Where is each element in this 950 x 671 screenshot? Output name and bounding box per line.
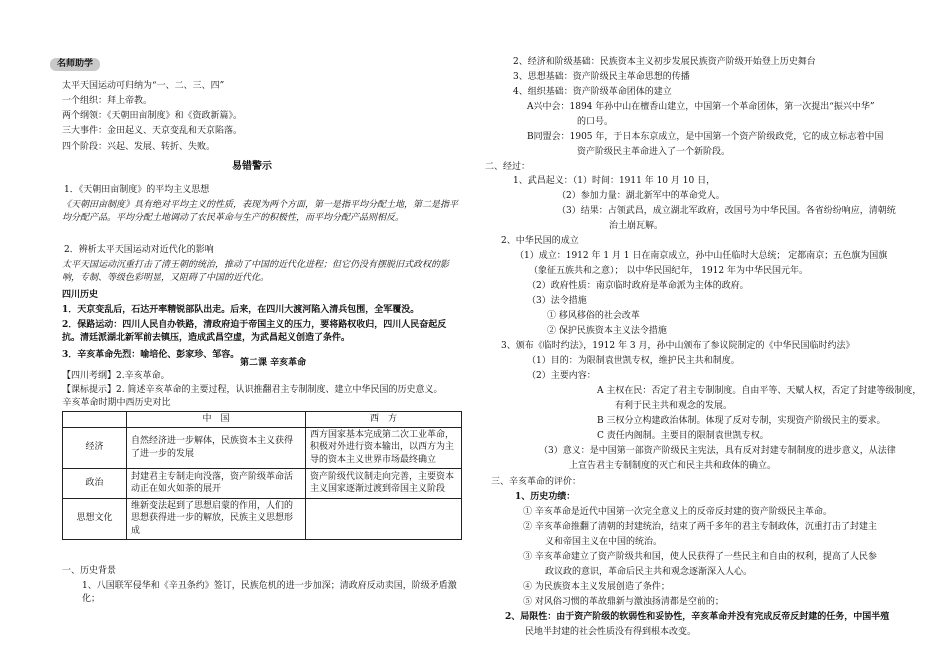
table-row bbox=[63, 498, 462, 539]
table-cell: 维新变法起到了思想启蒙的作用，人们的思想获得进一步的解放，民族主义思想形成 bbox=[127, 498, 306, 539]
four-stages: 四个阶段：兴起、发展、转折、失败。 bbox=[62, 142, 216, 152]
table-cell: 西方国家基本完成第二次工业革命，积极对外进行资本输出，以西方为主导的资本主义世界市场最终确立 bbox=[306, 427, 462, 468]
law-2: （2）主要内容： bbox=[527, 371, 596, 381]
wuchang-3-cont: 治土崩瓦解。 bbox=[609, 221, 664, 231]
achievement-3: ③ 辛亥革命建立了资产阶级共和国，使人民获得了一些民主和自由的权利，提高了人民参 bbox=[523, 552, 877, 562]
roc-3a: ① 移风移俗的社会改革 bbox=[547, 311, 640, 321]
sichuan-1: 1．天京变乱后，石达开率精锐部队出走。后来，在四川大渡河陷入清兵包围，全军覆没。 bbox=[62, 305, 420, 315]
roc-title: 2、中华民国的成立 bbox=[501, 236, 579, 246]
background-1: 1、八国联军侵华和《辛丑条约》签订，民族危机的进一步加深；清政府反动卖国，阶级矛盾激化； bbox=[82, 581, 457, 604]
law-a: A 主权在民：否定了君主专制制度。自由平等、天赋人权，否定了封建等级制度， bbox=[597, 386, 922, 396]
background-title: 一、历史背景 bbox=[62, 566, 117, 576]
error-2-text: 太平天国运动沉重打击了清王朝的统治，推动了中国的近代化进程；但它仍没有摆脱旧式政权的影响，专制、等级色彩明显，又阻碍了中国的近代化。 bbox=[62, 260, 450, 283]
achievement-3-cont: 政议政的意识，革命后民主共和观念逐渐深入人心。 bbox=[545, 567, 753, 577]
table-cell: 资产阶级代议制走向完善，主要资本主义国家逐渐过渡到帝国主义阶段 bbox=[306, 468, 462, 498]
law-a-cont: 有利于民主共和观念的发展。 bbox=[615, 401, 733, 411]
limitations-text: 2、局限性：由于资产阶级的软弱性和妥协性，辛亥革命并没有完成反帝反封建的任务，中国半殖 bbox=[505, 612, 890, 622]
roc-1-cont: （象征五族共和之意）； 以中华民国纪年， 1912 年为中华民国元年。 bbox=[529, 266, 808, 276]
limitations bbox=[505, 611, 889, 624]
tongmenghui: B同盟会：1905 年，于日本东京成立，是中国第一个资产阶级政党，它的成立标志着中国 bbox=[527, 132, 884, 142]
sichuan-2: 2．保路运动：四川人民自办铁路，清政府迫于帝国主义的压力，要将路权收归，四川人民奋起反抗。清廷派湖北新军前去镇压，造成武昌空虚，为武昌起义创造了条件。 bbox=[62, 320, 447, 343]
wuchang-3: （3）结果：占领武昌，成立湖北军政府，改国号为中华民国。各省纷纷响应，清朝统 bbox=[557, 206, 896, 216]
law-1: （1）目的：为限制袁世凯专权，维护民主共和制度。 bbox=[527, 356, 740, 366]
wuchang-1: 1、武昌起义：（1）时间：1911 年 10 月 10 日， bbox=[513, 176, 716, 186]
basis-ideological: 3、思想基础：资产阶级民主革命思想的传播 bbox=[513, 72, 690, 82]
standard-text: 2. 简述辛亥革命的主要过程，认识推翻君主专制制度、建立中华民国的历史意义。 bbox=[116, 385, 443, 395]
xingzhonghui: A兴中会：1894 年孙中山在檀香山建立，中国第一个革命团体，第一次提出“振兴中华” bbox=[527, 102, 875, 112]
table-row-header: 思想文化 bbox=[63, 498, 127, 539]
comparison-title: 辛亥革命时期中西历史对比 bbox=[62, 398, 171, 408]
table-cell: 自然经济进一步解体，民族资本主义获得了进一步的发展 bbox=[127, 427, 306, 468]
table-row-header: 经济 bbox=[63, 427, 127, 468]
table-row bbox=[63, 427, 462, 468]
table-header-cell: 中 国 bbox=[127, 412, 306, 428]
outline-line bbox=[62, 370, 170, 383]
one-org: 一个组织：拜上帝教。 bbox=[62, 96, 153, 106]
roc-2: （2）政府性质：南京临时政府是革命派为主体的政府。 bbox=[527, 281, 749, 291]
process-title: 二、经过： bbox=[485, 162, 531, 172]
outline-text: 2.辛亥革命。 bbox=[116, 371, 170, 381]
outline-tag: 【四川考纲】 bbox=[62, 371, 117, 381]
basis-organizational: 4、组织基础：资产阶级革命团体的建立 bbox=[513, 87, 672, 97]
achievement-5: ⑤ 对风俗习惯的革故鼎新与激浊扬清都是空前的； bbox=[523, 597, 724, 607]
sichuan-title: 四川历史 bbox=[62, 290, 99, 300]
table-header-row bbox=[63, 412, 462, 428]
basis-economic: 2、经济和阶级基础：民族资本主义初步发展民族资产阶级开始登上历史舞台 bbox=[513, 57, 816, 67]
taiping-intro: 太平天国运动可归纳为“一、二、三、四” bbox=[62, 81, 225, 91]
table-cell bbox=[306, 498, 462, 539]
standard-line bbox=[62, 384, 442, 397]
roc-1: （1）成立：1912 年 1 月 1 日在南京成立，孙中山任临时大总统； 定都南京；五色旗为国旗 bbox=[515, 251, 888, 261]
error-2-title: 2．辨析太平天国运动对近代化的影响 bbox=[64, 245, 214, 255]
xingzhonghui-cont: 的口号。 bbox=[577, 117, 614, 127]
achievement-1: ① 辛亥革命是近代中国第一次完全意义上的反帝反封建的资产阶级民主革命。 bbox=[523, 507, 832, 517]
law-b: B 三权分立构建政治体制。体现了反对专制，实现资产阶级民主的要求。 bbox=[597, 416, 886, 426]
table-cell: 封建君主专制走向没落，资产阶级革命活动正在如火如荼的展开 bbox=[127, 468, 306, 498]
roc-3b: ② 保护民族资本主义法令措施 bbox=[547, 326, 667, 336]
limitations-cont: 民地半封建的社会性质没有得到根本改变。 bbox=[525, 627, 697, 637]
tongmenghui-cont: 资产阶级民主革命进入了一个新阶段。 bbox=[577, 147, 731, 157]
error-1-title: 1．《天朝田亩制度》的平均主义思想 bbox=[64, 185, 210, 195]
achievement-2-cont: 义和帝国主义在中国的统治。 bbox=[545, 537, 663, 547]
achievement-2: ② 辛亥革命推翻了清朝的封建统治，结束了两千多年的君主专制政体，沉重打击了封建主 bbox=[523, 522, 877, 532]
table-row bbox=[63, 468, 462, 498]
law-c: C 责任内阁制。主要目的限制袁世凯专权。 bbox=[597, 431, 769, 441]
table-header-cell bbox=[63, 412, 127, 428]
achievement-4: ④ 为民族资本主义发展创造了条件； bbox=[523, 582, 670, 592]
comparison-table bbox=[62, 398, 462, 540]
mentor-badge: 名师助学 bbox=[50, 58, 100, 71]
warning-title: 易错警示 bbox=[232, 161, 272, 172]
error-1-text: 《天朝田亩制度》具有绝对平均主义的性质，表现为两个方面，第一是指平均分配土地，第二是指平均分配产品。平均分配土地调动了农民革命与生产的积极性，而平均分配产品则相反。 bbox=[62, 200, 459, 223]
lesson-title: 第二课 辛亥革命 bbox=[240, 358, 307, 368]
roc-3: （3）法令措施 bbox=[527, 296, 587, 306]
law-3: （3）意义：是中国第一部资产阶级民主宪法，具有反对封建专制制度的进步意义，从法律 bbox=[539, 446, 896, 456]
achievements-title: 1、历史功绩： bbox=[515, 492, 576, 502]
three-events: 三大事件：金田起义、天京变乱和天京陷落。 bbox=[62, 126, 243, 136]
sichuan-3: 3．辛亥革命先烈：喻培伦、彭家珍、邹容。 bbox=[62, 350, 240, 360]
two-docs: 两个纲领：《天朝田亩制度》和《资政新篇》。 bbox=[62, 111, 243, 121]
law-title: 3、颁布《临时约法》，1912 年 3 月，孙中山颁布了参议院制定的《中华民国临时约法》 bbox=[501, 341, 855, 351]
wuchang-2: （2）参加力量：湖北新军中的革命党人。 bbox=[557, 191, 725, 201]
evaluation-title: 三、辛亥革命的评价： bbox=[491, 477, 582, 487]
law-3-cont: 上宣告君主专制制度的灭亡和民主共和政体的确立。 bbox=[569, 461, 777, 471]
table-row-header: 政治 bbox=[63, 468, 127, 498]
table-header-cell: 西 方 bbox=[306, 412, 462, 428]
standard-tag: 【课标提示】 bbox=[62, 385, 117, 395]
